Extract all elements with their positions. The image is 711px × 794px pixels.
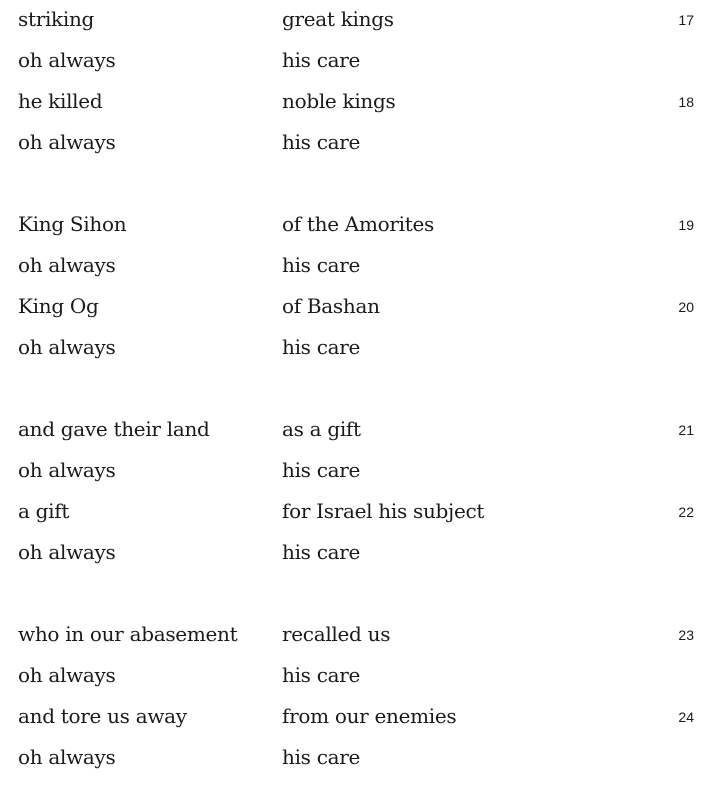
stanza-4 (0, 615, 711, 779)
line-first-half: King Sihon (18, 212, 127, 236)
line-second-half: his care (282, 745, 361, 769)
verse-line (0, 205, 711, 246)
verse-number: 20 (678, 299, 694, 315)
verse-number: 24 (678, 709, 694, 725)
line-first-half: oh always (18, 458, 116, 482)
line-second-half: recalled us (282, 622, 391, 646)
verse-line (0, 82, 711, 123)
verse-number: 23 (678, 627, 694, 643)
refrain-line (0, 328, 711, 369)
verse-line (0, 492, 711, 533)
line-first-half: a gift (18, 499, 70, 523)
line-first-half: oh always (18, 745, 116, 769)
line-second-half: noble kings (282, 89, 396, 113)
refrain-line (0, 123, 711, 164)
verse-line (0, 410, 711, 451)
verse-number: 17 (678, 12, 694, 28)
refrain-line (0, 656, 711, 697)
line-second-half: his care (282, 253, 361, 277)
verse-line (0, 697, 711, 738)
refrain-line (0, 738, 711, 779)
line-second-half: of the Amorites (282, 212, 434, 236)
line-second-half: his care (282, 335, 361, 359)
verse-number: 22 (678, 504, 694, 520)
line-first-half: oh always (18, 540, 116, 564)
line-second-half: for Israel his subject (282, 499, 485, 523)
refrain-line (0, 246, 711, 287)
verse-line (0, 0, 711, 41)
line-first-half: who in our abasement (18, 622, 238, 646)
verse-line (0, 615, 711, 656)
verse-number: 18 (678, 94, 694, 110)
line-second-half: his care (282, 663, 361, 687)
line-first-half: oh always (18, 335, 116, 359)
line-second-half: his care (282, 130, 361, 154)
stanza-2 (0, 205, 711, 369)
verse-line (0, 287, 711, 328)
verse-number: 21 (678, 422, 694, 438)
line-first-half: oh always (18, 663, 116, 687)
line-first-half: and tore us away (18, 704, 187, 728)
line-second-half: his care (282, 540, 361, 564)
refrain-line (0, 41, 711, 82)
line-second-half: his care (282, 48, 361, 72)
line-first-half: oh always (18, 130, 116, 154)
line-second-half: great kings (282, 7, 394, 31)
line-first-half: striking (18, 7, 95, 31)
line-second-half: of Bashan (282, 294, 380, 318)
refrain-line (0, 533, 711, 574)
verse-number: 19 (678, 217, 694, 233)
line-first-half: oh always (18, 253, 116, 277)
stanza-3 (0, 410, 711, 574)
line-second-half: as a gift (282, 417, 361, 441)
line-first-half: he killed (18, 89, 103, 113)
refrain-line (0, 451, 711, 492)
line-second-half: from our enemies (282, 704, 457, 728)
stanza-1 (0, 0, 711, 164)
line-first-half: oh always (18, 48, 116, 72)
line-first-half: and gave their land (18, 417, 210, 441)
line-second-half: his care (282, 458, 361, 482)
line-first-half: King Og (18, 294, 99, 318)
